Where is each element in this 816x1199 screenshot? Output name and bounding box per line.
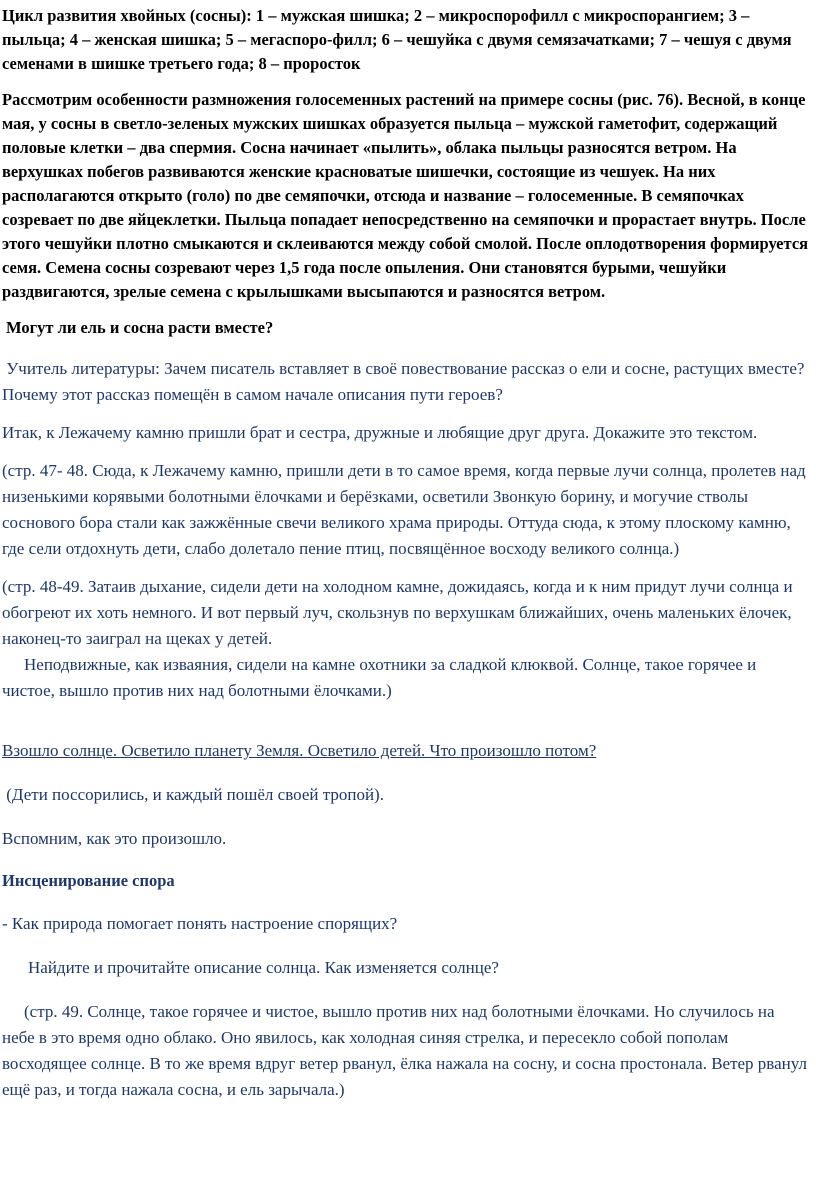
quote-pages-48-49-part1: (стр. 48-49. Затаив дыхание, сидели дети на холодном камне, дожидаясь, когда и к ним придут лучи солнца и обогреют их хоть немного. И вот первый луч, скользнув по верхушкам ближайших, очень маленьких ёлочек, наконец-то заиграл на щеках у детей. <box>2 577 793 648</box>
answer-quarrel-text: (Дети поссорились, и каждый пошёл своей тропой). <box>6 785 384 804</box>
quote-pages-48-49-part2: Неподвижные, как изваяния, сидели на камне охотники за сладкой клюквой. Солнце, такое горячее и чистое, вышло против них над болотными ёлочками.) <box>2 655 757 700</box>
recall-line: Вспомним, как это произошло. <box>2 829 227 848</box>
figure-caption: Цикл развития хвойных (сосны): 1 – мужская шишка; 2 – микроспорофилл с микроспорангием; 3 – пыльца; 4 – женская шишка; 5 – мегаспоро-филл; 6 – чешуйка с двумя семязачатками; 7 – чешуя с двумя семенами в шишке третьего года; 8 – проросток <box>2 6 792 73</box>
intro-paragraph: Рассмотрим особенности размножения голосеменных растений на примере сосны (рис. 76). Весной, в конце мая, у сосны в светло-зеленых мужских шишках образуется пыльца – мужской гаметофит, содержащий половые клетки – два спермия. Сосна начинает «пылить», облака пыльцы разносятся ветром. На верхушках побегов развиваются женские красноватые шишечки, состоящие из чешуек. На них располагаются открыто (голо) по две семяпочки, отсюда и название – голосеменные. В семяпочках созревает по две яйцеклетки. Пыльца попадает непосредственно на семяпочки и прорастает внутрь. После этого чешуйки плотно смыкаются и склеиваются между собой смолой. После оплодотворения формируется семя. Семена сосны созревают через 1,5 года после опыления. Они становятся бурыми, чешуйки раздвигаются, зрелые семена с крылышками высыпаются и разносятся ветром. <box>2 90 809 301</box>
teacher-question-text: Учитель литературы: Зачем писатель вставляет в своё повествование рассказ о ели и сосне, растущих вместе? Почему этот рассказ помещён в самом начале описания пути героев? <box>2 359 805 404</box>
nature-question: - Как природа помогает понять настроение спорящих? <box>2 914 398 933</box>
task-prove: Итак, к Лежачему камню пришли брат и сестра, дружные и любящие друг друга. Докажите это текстом. <box>2 423 758 442</box>
question-spruce-pine: Могут ли ель и сосна расти вместе? <box>6 318 274 337</box>
spacer <box>2 704 810 738</box>
teacher-question <box>2 356 810 408</box>
quote-pages-47-48: (стр. 47- 48. Сюда, к Лежачему камню, пришли дети в то самое время, когда первые лучи солнца, пролетев над низенькими корявыми болотными ёлочками и берёзками, осветили Звонкую борину, и могучие стволы соснового бора стали как зажжённые свечи великого храма природы. Оттуда сюда, к этому плоскому камню, где сели отдохнуть дети, слабо долетало пение птиц, посвящённое восходу великого солнца.) <box>2 461 806 558</box>
sun-question: Взошло солнце. Осветило планету Земля. Осветило детей. Что произошло потом? <box>2 741 597 760</box>
quote-pages-48-49 <box>2 574 810 704</box>
heading-dramatization: Инсценирование спора <box>2 871 175 890</box>
find-sun-task: Найдите и прочитайте описание солнца. Как изменяется солнце? <box>28 958 499 977</box>
answer-quarrel <box>2 782 810 808</box>
quote-page-49: (стр. 49. Солнце, такое горячее и чистое, вышло против них над болотными ёлочками. Но случилось на небе в это время одно облако. Оно явилось, как холодная синяя стрелка, и пересекло собой пополам восходящее солнце. В то же время вдруг ветер рванул, ёлка нажала на сосну, и сосна простонала. Ветер рванул ещё раз, и тогда нажала сосна, и ель зарычала.) <box>2 1002 807 1099</box>
